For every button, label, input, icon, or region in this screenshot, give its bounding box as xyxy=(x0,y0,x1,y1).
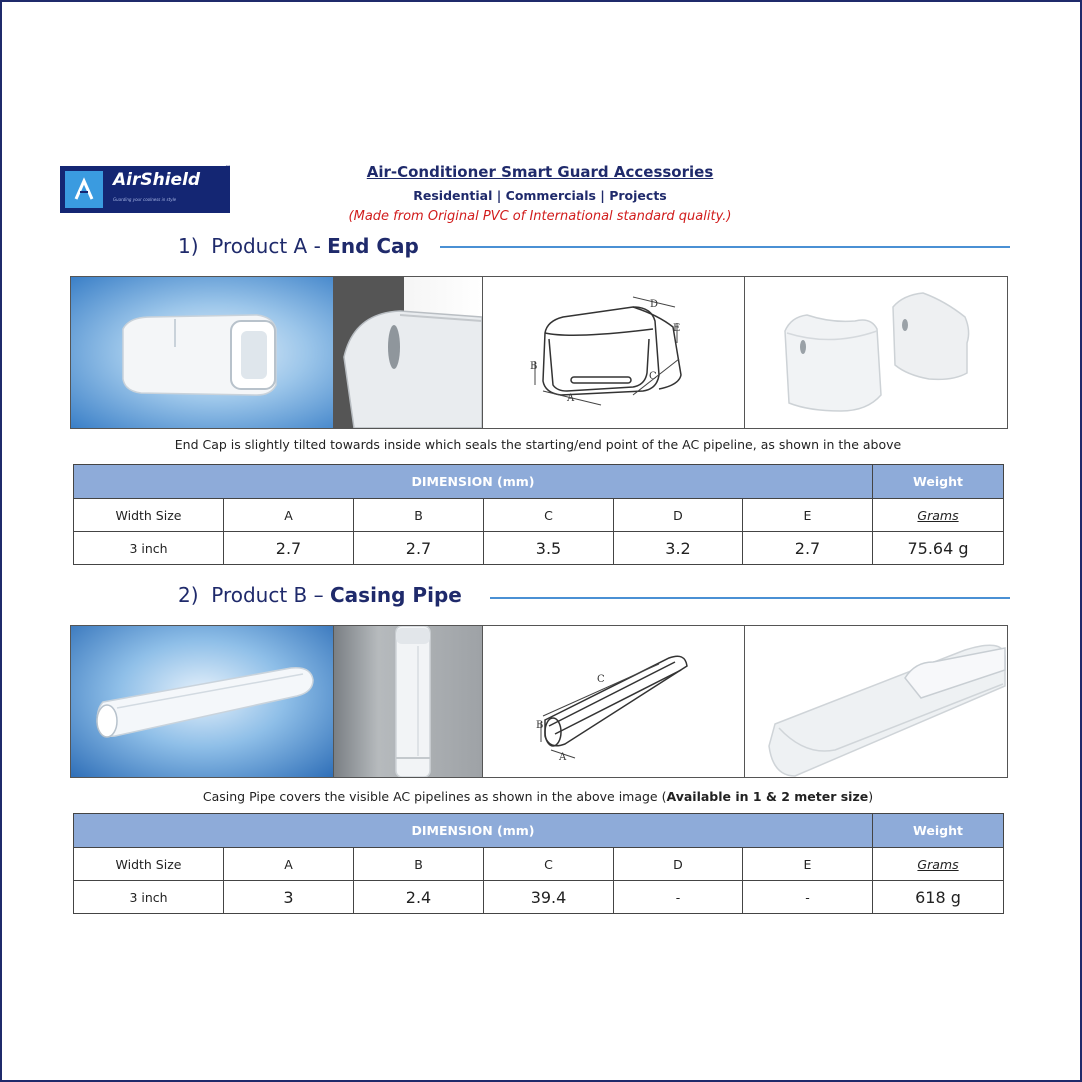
col-b: B xyxy=(354,499,484,532)
product-a-dimension-table xyxy=(73,464,1004,565)
cell-d: - xyxy=(614,881,743,914)
casing-pipe-photo-open xyxy=(745,626,1006,777)
caption-bold-text: Available in 1 & 2 meter size xyxy=(666,789,869,804)
caption-text: End Cap is slightly tilted towards inside which seals the starting/end point of the AC pipeline, as shown in the above xyxy=(174,437,902,452)
col-d: D xyxy=(614,499,743,532)
casing-pipe-photo-blue xyxy=(71,626,334,777)
diagram-label-d: D xyxy=(650,299,659,310)
col-c: C xyxy=(484,499,614,532)
col-b: B xyxy=(354,848,484,881)
page-subtitle: Residential | Commercials | Projects xyxy=(413,188,667,203)
col-width-size: Width Size xyxy=(74,499,224,532)
table-header-row xyxy=(74,465,1004,499)
cell-c: 39.4 xyxy=(484,881,614,914)
section-divider xyxy=(490,597,1010,599)
product-b-title xyxy=(178,583,462,607)
diagram-label-a: A xyxy=(567,393,575,404)
end-cap-dimension-diagram xyxy=(483,277,745,428)
end-cap-photo-installed xyxy=(334,277,483,428)
weight-header: Weight xyxy=(873,814,1004,848)
table-header-row xyxy=(74,814,1004,848)
section-divider xyxy=(440,246,1010,248)
cell-width-size: 3 inch xyxy=(74,881,224,914)
product-a-image-strip xyxy=(70,276,1008,429)
col-width-size: Width Size xyxy=(74,848,224,881)
product-b-name: Casing Pipe xyxy=(329,583,462,607)
brand-tagline: Guarding your coolness in style xyxy=(113,196,177,202)
cell-width-size: 3 inch xyxy=(74,532,224,565)
end-cap-photo-blue xyxy=(71,277,334,428)
col-a: A xyxy=(224,499,354,532)
caption-end-text: ) xyxy=(868,789,874,804)
col-e: E xyxy=(743,499,873,532)
cell-d: 3.2 xyxy=(614,532,743,565)
product-b-caption xyxy=(70,789,1006,804)
product-a-number: 1) xyxy=(178,234,199,258)
cell-b: 2.4 xyxy=(354,881,484,914)
end-cap-photo-pair xyxy=(745,277,1006,428)
brand-name: AirShield xyxy=(113,169,201,190)
casing-pipe-dimension-diagram xyxy=(483,626,745,777)
weight-header: Weight xyxy=(873,465,1004,499)
product-a-prefix: Product A - xyxy=(211,234,328,258)
casing-pipe-photo-wall xyxy=(334,626,483,777)
diagram-label-c: C xyxy=(597,674,605,685)
caption-text: Casing Pipe covers the visible AC pipelines as shown in the above image ( xyxy=(202,789,667,804)
col-grams: Grams xyxy=(873,848,1004,881)
airshield-logo xyxy=(60,166,230,213)
col-a: A xyxy=(224,848,354,881)
cell-a: 2.7 xyxy=(224,532,354,565)
col-d: D xyxy=(614,848,743,881)
table-column-row xyxy=(74,848,1004,881)
product-b-number: 2) xyxy=(178,583,199,607)
col-grams: Grams xyxy=(873,499,1004,532)
diagram-label-c: C xyxy=(649,371,657,382)
diagram-label-b: B xyxy=(530,361,538,372)
cell-weight: 618 g xyxy=(873,881,1004,914)
col-e: E xyxy=(743,848,873,881)
diagram-label-a: A xyxy=(559,752,567,763)
logo-a-icon xyxy=(65,171,103,208)
diagram-label-e: E xyxy=(673,323,681,334)
product-a-caption xyxy=(70,437,1006,452)
table-column-row xyxy=(74,499,1004,532)
diagram-label-b: B xyxy=(536,720,544,731)
product-b-prefix: Product B – xyxy=(211,583,330,607)
dimension-header: DIMENSION (mm) xyxy=(74,814,873,848)
col-c: C xyxy=(484,848,614,881)
cell-e: 2.7 xyxy=(743,532,873,565)
table-row xyxy=(74,532,1004,565)
product-b-dimension-table xyxy=(73,813,1004,914)
dimension-header: DIMENSION (mm) xyxy=(74,465,873,499)
material-note: (Made from Original PVC of International standard quality.) xyxy=(348,209,732,224)
trademark-mark: ™ xyxy=(225,165,231,172)
cell-e: - xyxy=(743,881,873,914)
page-title: Air-Conditioner Smart Guard Accessories xyxy=(366,163,714,181)
product-a-title xyxy=(178,234,419,258)
product-b-image-strip xyxy=(70,625,1008,778)
table-row xyxy=(74,881,1004,914)
cell-c: 3.5 xyxy=(484,532,614,565)
product-a-name: End Cap xyxy=(327,234,419,258)
cell-b: 2.7 xyxy=(354,532,484,565)
cell-a: 3 xyxy=(224,881,354,914)
cell-weight: 75.64 g xyxy=(873,532,1004,565)
